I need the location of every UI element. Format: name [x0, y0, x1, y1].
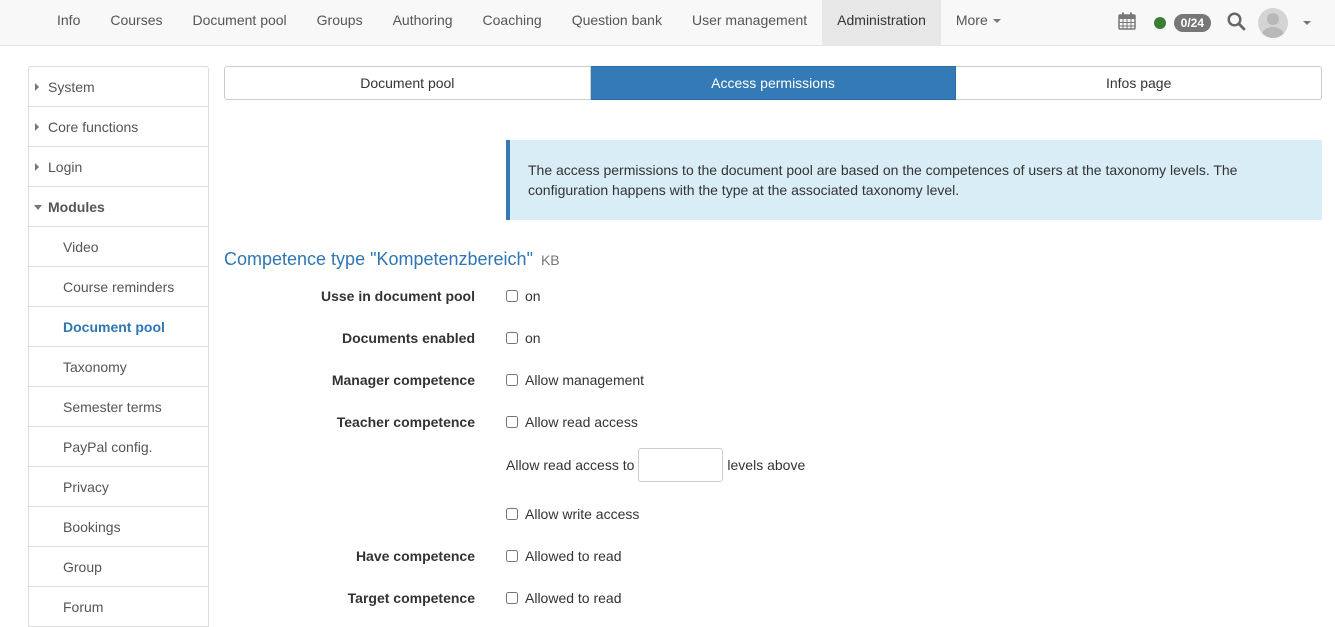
collapse-icon [34, 205, 42, 210]
sidebar-item-label: Login [48, 159, 83, 175]
use-in-pool-checkbox[interactable] [506, 288, 541, 304]
sidebar-item-bookings[interactable]: Bookings [29, 507, 208, 547]
tab-infos-page[interactable]: Infos page [956, 66, 1322, 100]
expand-icon [35, 83, 39, 91]
target-allowed-read-input[interactable] [506, 592, 518, 604]
target-allowed-read-checkbox[interactable] [506, 590, 622, 606]
nav-administration[interactable]: Administration [822, 0, 941, 45]
main-nav [42, 0, 1016, 45]
allow-management-checkbox[interactable] [506, 372, 644, 388]
documents-enabled-option: on [525, 330, 541, 346]
allow-write-access-input[interactable] [506, 508, 518, 520]
documents-enabled-input[interactable] [506, 332, 518, 344]
use-in-pool-label: Usse in document pool [320, 288, 475, 304]
info-box: The access permissions to the document pool are based on the competences of users at the taxonomy levels. The configuration happens with the type at the associated taxonomy level. [506, 140, 1322, 220]
sidebar-item-video[interactable]: Video [29, 227, 208, 267]
nav-coaching[interactable]: Coaching [482, 12, 542, 28]
nav-courses[interactable]: Courses [110, 12, 163, 28]
sidebar-item-label: Core functions [48, 119, 139, 135]
use-in-pool-option: on [525, 288, 541, 304]
sidebar-item-modules[interactable] [29, 187, 208, 227]
competence-title: Competence type "Kompetenzbereich" [224, 249, 533, 269]
have-competence-label: Have competence [355, 548, 475, 564]
documents-enabled-checkbox[interactable] [506, 330, 541, 346]
allow-write-access-checkbox[interactable] [506, 506, 639, 522]
calendar-icon[interactable] [1118, 12, 1136, 33]
admin-sidebar [28, 66, 209, 627]
sidebar-item-system[interactable] [29, 67, 208, 107]
sidebar-item-semester-terms[interactable]: Semester terms [29, 387, 208, 427]
nav-info[interactable]: Info [57, 12, 81, 28]
notification-badge[interactable]: 0/24 [1174, 14, 1211, 32]
sidebar-item-privacy[interactable]: Privacy [29, 467, 208, 507]
sidebar-item-paypal-config[interactable]: PayPal config. [29, 427, 208, 467]
manager-competence-label: Manager competence [331, 372, 475, 388]
sidebar-item-core-functions[interactable] [29, 107, 208, 147]
target-allowed-read-option: Allowed to read [525, 590, 622, 606]
have-allowed-read-option: Allowed to read [525, 548, 622, 564]
expand-icon [35, 123, 39, 131]
sidebar-item-login[interactable] [29, 147, 208, 187]
sidebar-item-course-reminders[interactable]: Course reminders [29, 267, 208, 307]
read-levels-row [506, 448, 805, 482]
online-status-icon [1154, 17, 1166, 29]
sidebar-item-taxonomy[interactable]: Taxonomy [29, 347, 208, 387]
allow-write-access-option: Allow write access [525, 506, 640, 522]
nav-groups[interactable]: Groups [316, 12, 363, 28]
target-competence-label: Target competence [347, 590, 475, 606]
nav-authoring[interactable]: Authoring [392, 12, 453, 28]
read-levels-prefix: Allow read access to [506, 457, 635, 473]
documents-enabled-label: Documents enabled [341, 330, 475, 346]
allow-read-access-option: Allow read access [525, 414, 638, 430]
caret-down-icon [993, 19, 1001, 23]
tab-document-pool[interactable]: Document pool [224, 66, 591, 100]
top-navbar [0, 0, 1335, 46]
allow-read-access-checkbox[interactable] [506, 414, 638, 430]
search-icon[interactable] [1227, 12, 1246, 34]
expand-icon [35, 163, 39, 171]
allow-management-option: Allow management [525, 372, 645, 388]
nav-user-management[interactable]: User management [691, 12, 808, 28]
competence-identifier: KB [540, 252, 560, 268]
nav-tools [1118, 0, 1311, 45]
read-levels-input[interactable] [638, 448, 723, 482]
nav-more[interactable] [941, 0, 1016, 45]
sidebar-item-label: System [48, 79, 95, 95]
use-in-pool-input[interactable] [506, 290, 518, 302]
competence-heading [224, 249, 560, 270]
tab-access-permissions[interactable]: Access permissions [591, 66, 957, 100]
have-allowed-read-input[interactable] [506, 550, 518, 562]
nav-more-label: More [955, 12, 988, 28]
sidebar-item-forum[interactable]: Forum [29, 587, 208, 627]
nav-question-bank[interactable]: Question bank [571, 12, 662, 28]
sidebar-item-document-pool[interactable]: Document pool [29, 307, 208, 347]
teacher-competence-label: Teacher competence [336, 414, 475, 430]
segment-tabs [224, 66, 1322, 100]
have-allowed-read-checkbox[interactable] [506, 548, 622, 564]
nav-document-pool[interactable]: Document pool [192, 12, 287, 28]
sidebar-item-group[interactable]: Group [29, 547, 208, 587]
allow-management-input[interactable] [506, 374, 518, 386]
user-avatar[interactable] [1258, 8, 1288, 38]
read-levels-suffix: levels above [727, 457, 806, 473]
user-menu-caret-icon[interactable] [1303, 21, 1311, 25]
allow-read-access-input[interactable] [506, 416, 518, 428]
sidebar-item-label: Modules [48, 199, 105, 215]
